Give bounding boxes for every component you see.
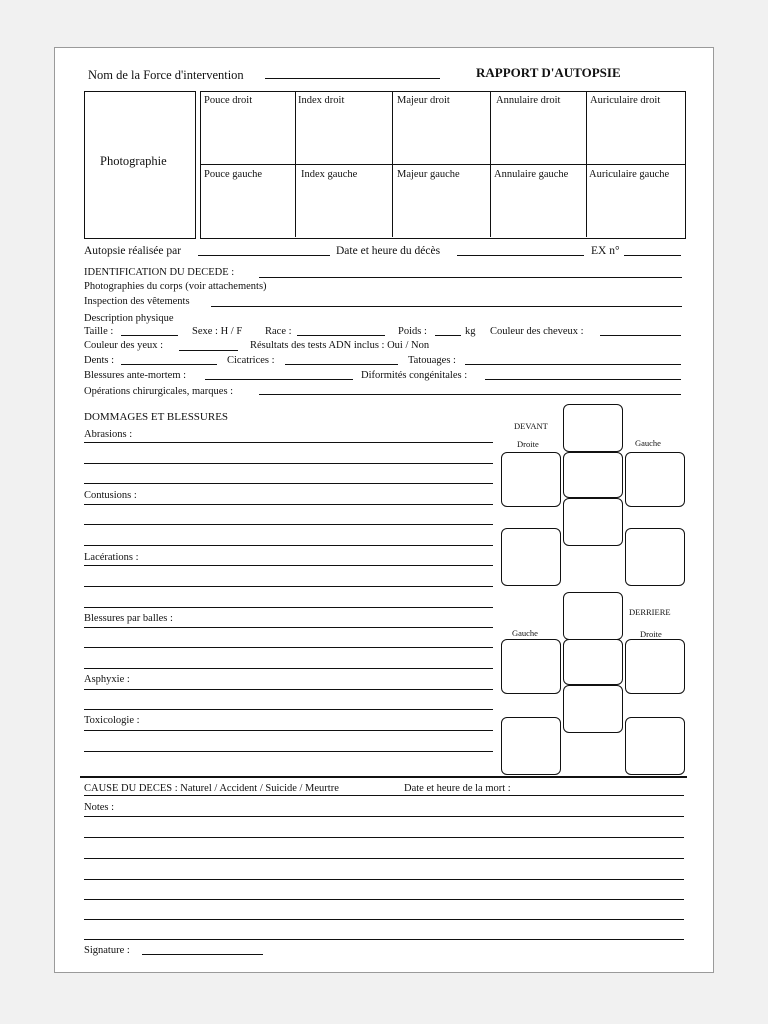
tattoos-field[interactable] (465, 364, 681, 365)
fingerprint-left-little: Auriculaire gauche (589, 169, 670, 180)
notes-line[interactable] (84, 837, 684, 838)
congenital-deformities-label: Diformités congénitales : (361, 370, 468, 381)
contusions-line[interactable] (84, 504, 493, 505)
front-left-leg-box[interactable] (625, 528, 685, 586)
asphyxia-line[interactable] (84, 709, 493, 710)
fingerprint-right-ring: Annulaire droit (496, 95, 561, 106)
force-field[interactable] (265, 78, 440, 79)
death-datetime-field[interactable] (457, 255, 584, 256)
fingerprint-right-middle: Majeur droit (397, 95, 450, 106)
gunshot-line[interactable] (84, 627, 493, 628)
cause-of-death-line[interactable] (84, 795, 684, 796)
notes-label: Notes : (84, 802, 115, 813)
fingerprint-left-index: Index gauche (301, 169, 358, 180)
dna-results-label: Résultats des tests ADN inclus : Oui / Non (250, 340, 430, 351)
description-label: Description physique (84, 313, 174, 324)
form-page (54, 47, 714, 973)
teeth-label: Dents : (84, 355, 115, 366)
scars-label: Cicatrices : (227, 355, 275, 366)
abrasions-line[interactable] (84, 442, 493, 443)
signature-field[interactable] (142, 954, 263, 955)
death-datetime-label: Date et heure du décès (336, 245, 441, 257)
back-left-leg-box[interactable] (501, 717, 561, 775)
surgery-marks-field[interactable] (259, 394, 681, 395)
race-label: Race : (265, 326, 292, 337)
asphyxia-line[interactable] (84, 689, 493, 690)
body-photos-label: Photographies du corps (voir attachements) (84, 281, 267, 292)
back-upper-back-box[interactable] (563, 639, 623, 685)
congenital-deformities-field[interactable] (485, 379, 681, 380)
antemortem-injuries-label: Blessures ante-mortem : (84, 370, 187, 381)
height-field[interactable] (121, 335, 178, 336)
fingerprint-grid (200, 91, 686, 239)
grid-divider (200, 164, 685, 165)
back-right-arm-box[interactable] (625, 639, 685, 694)
fingerprint-right-index: Index droit (298, 95, 345, 106)
front-view-label: DEVANT (514, 421, 548, 431)
toxicology-line[interactable] (84, 751, 493, 752)
identification-heading: IDENTIFICATION DU DECEDE : (84, 267, 235, 278)
fingerprint-right-thumb: Pouce droit (204, 95, 253, 106)
eye-color-label: Couleur des yeux : (84, 340, 164, 351)
notes-line[interactable] (84, 879, 684, 880)
height-label: Taille : (84, 326, 114, 337)
notes-line[interactable] (84, 939, 684, 940)
ex-number-field[interactable] (624, 255, 681, 256)
back-right-label: Droite (640, 629, 662, 639)
gunshot-line[interactable] (84, 647, 493, 648)
surgery-marks-label: Opérations chirurgicales, marques : (84, 386, 234, 397)
gunshot-label: Blessures par balles : (84, 613, 173, 624)
fingerprint-left-ring: Annulaire gauche (494, 169, 569, 180)
back-right-leg-box[interactable] (625, 717, 685, 775)
signature-label: Signature : (84, 945, 130, 956)
front-head-box[interactable] (563, 404, 623, 452)
sex-label: Sexe : H / F (192, 326, 243, 337)
back-left-arm-box[interactable] (501, 639, 561, 694)
front-left-label: Gauche (635, 438, 661, 448)
hair-color-field[interactable] (600, 335, 681, 336)
time-of-death-label: Date et heure de la mort : (404, 783, 511, 794)
lacerations-line[interactable] (84, 586, 493, 587)
notes-line[interactable] (84, 816, 684, 817)
antemortem-injuries-field[interactable] (205, 379, 353, 380)
abrasions-line[interactable] (84, 483, 493, 484)
fingerprint-left-middle: Majeur gauche (397, 169, 460, 180)
hair-color-label: Couleur des cheveux : (490, 326, 584, 337)
contusions-line[interactable] (84, 524, 493, 525)
abrasions-line[interactable] (84, 463, 493, 464)
abrasions-label: Abrasions : (84, 429, 133, 440)
autopsy-by-field[interactable] (198, 255, 330, 256)
force-label: Nom de la Force d'intervention (88, 68, 244, 82)
ex-number-label: EX n° (591, 245, 620, 257)
front-right-label: Droite (517, 439, 539, 449)
lacerations-label: Lacérations : (84, 552, 139, 563)
notes-line[interactable] (84, 919, 684, 920)
weight-unit: kg (465, 326, 476, 337)
section-divider (80, 776, 687, 778)
front-left-arm-box[interactable] (625, 452, 685, 507)
asphyxia-label: Asphyxie : (84, 674, 130, 685)
back-head-box[interactable] (563, 592, 623, 640)
back-lower-back-box[interactable] (563, 685, 623, 733)
race-field[interactable] (297, 335, 385, 336)
contusions-line[interactable] (84, 545, 493, 546)
form-title: RAPPORT D'AUTOPSIE (476, 65, 621, 80)
identification-field[interactable] (259, 277, 682, 278)
weight-label: Poids : (398, 326, 427, 337)
teeth-field[interactable] (121, 364, 217, 365)
contusions-label: Contusions : (84, 490, 137, 501)
tattoos-label: Tatouages : (408, 355, 456, 366)
back-left-label: Gauche (512, 628, 538, 638)
front-right-arm-box[interactable] (501, 452, 561, 507)
back-view-label: DERRIERE (629, 607, 671, 617)
fingerprint-left-thumb: Pouce gauche (204, 169, 263, 180)
front-right-leg-box[interactable] (501, 528, 561, 586)
eye-color-field[interactable] (179, 350, 238, 351)
cause-of-death-label: CAUSE DU DECES : Naturel / Accident / Suicide / Meurtre (84, 783, 339, 794)
toxicology-label: Toxicologie : (84, 715, 140, 726)
lacerations-line[interactable] (84, 607, 493, 608)
notes-line[interactable] (84, 899, 684, 900)
injuries-heading: DOMMAGES ET BLESSURES (84, 411, 229, 423)
fingerprint-right-little: Auriculaire droit (590, 95, 661, 106)
clothes-field[interactable] (211, 306, 682, 307)
weight-field[interactable] (435, 335, 461, 336)
toxicology-line[interactable] (84, 730, 493, 731)
photo-label: Photographie (100, 154, 167, 168)
front-abdomen-box[interactable] (563, 498, 623, 546)
scars-field[interactable] (285, 364, 398, 365)
notes-line[interactable] (84, 858, 684, 859)
gunshot-line[interactable] (84, 668, 493, 669)
front-chest-box[interactable] (563, 452, 623, 498)
lacerations-line[interactable] (84, 565, 493, 566)
autopsy-by-label: Autopsie réalisée par (84, 245, 182, 257)
clothes-label: Inspection des vêtements (84, 296, 190, 307)
